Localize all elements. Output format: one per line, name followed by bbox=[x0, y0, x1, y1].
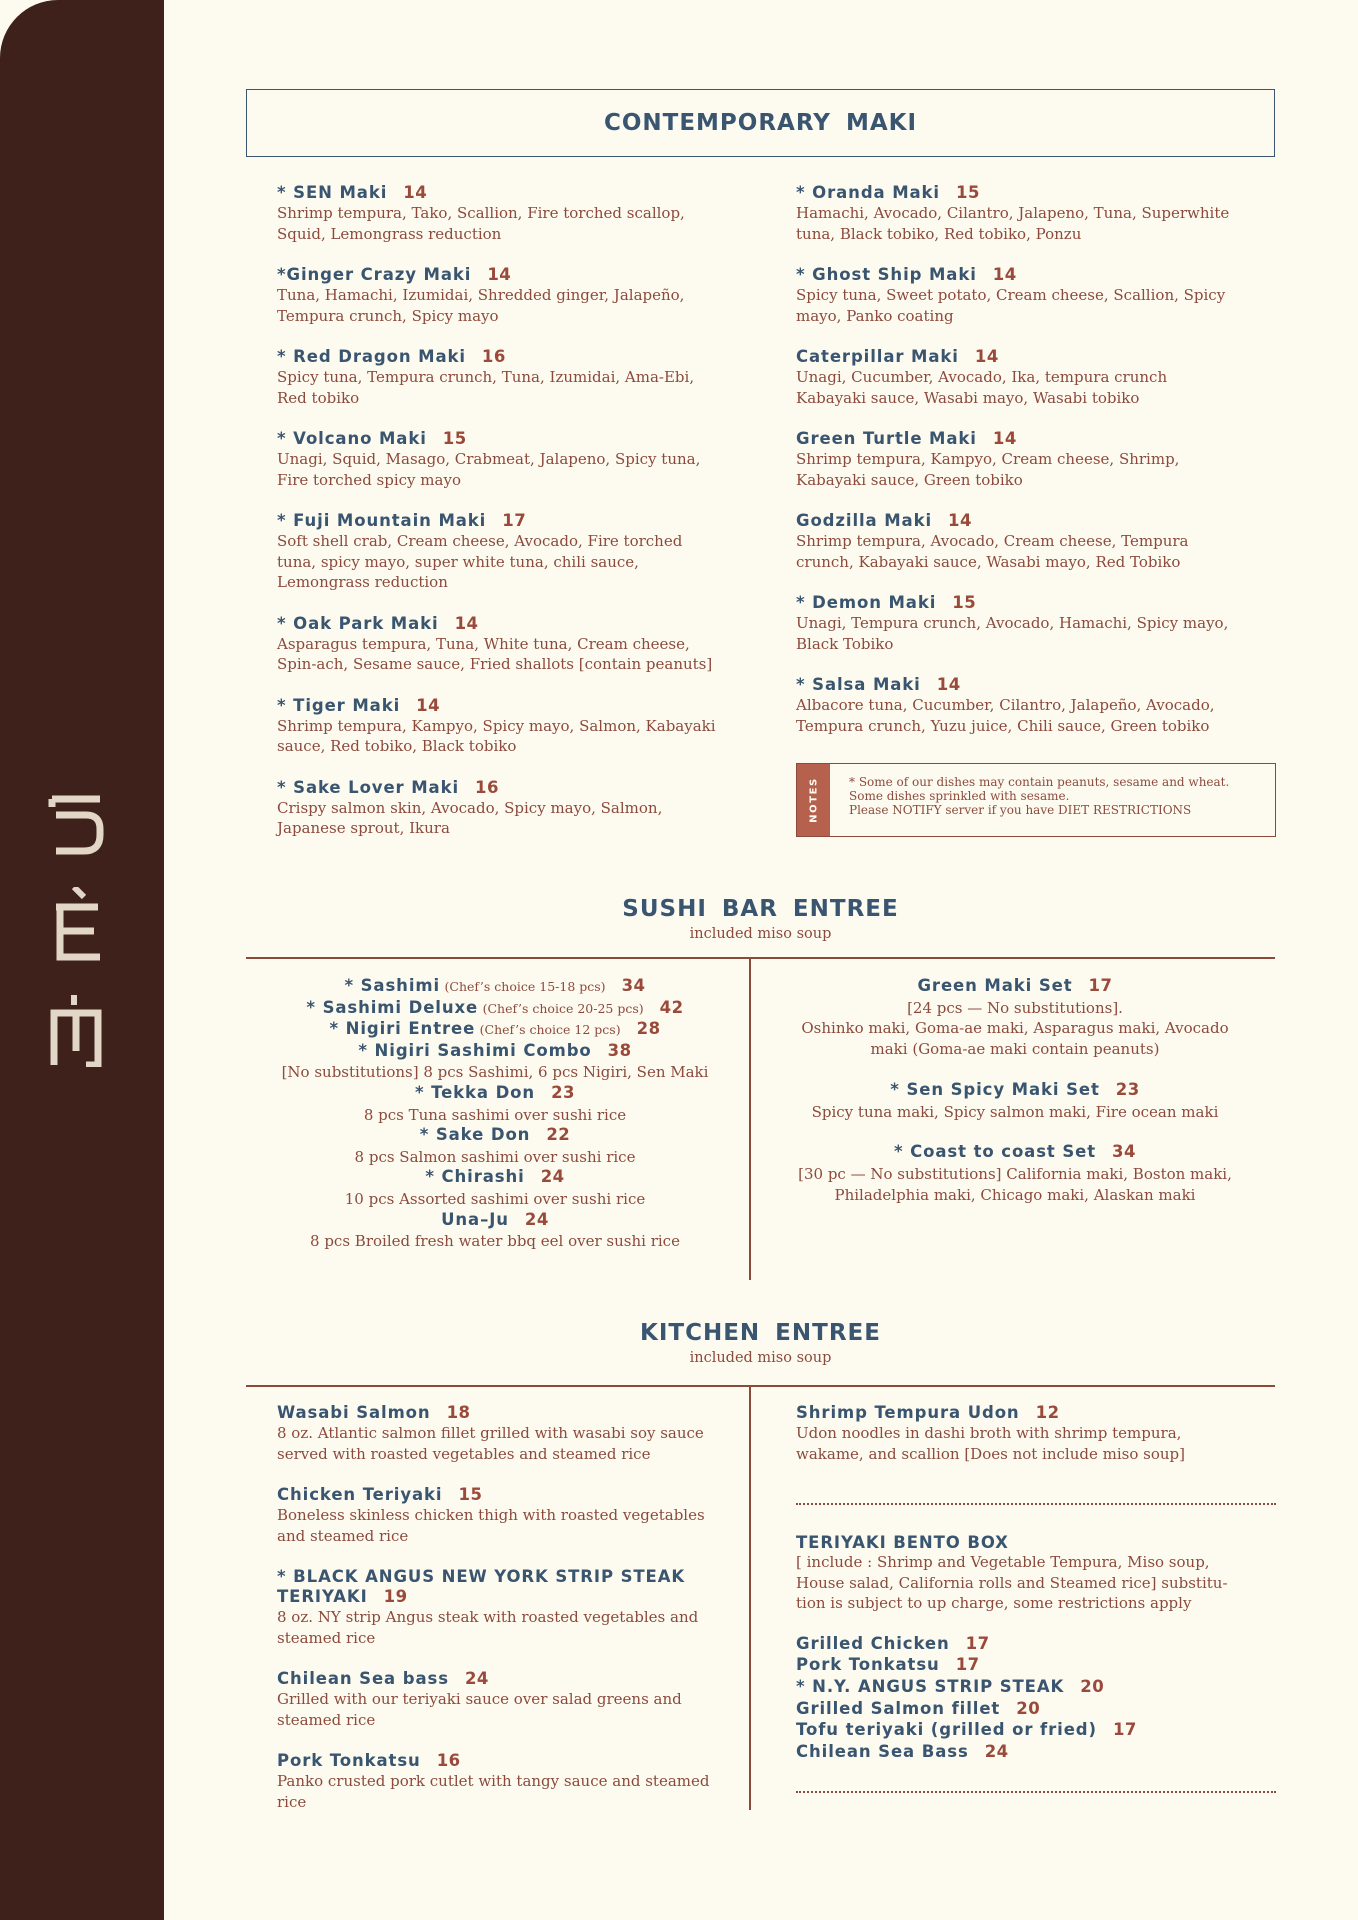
item-name: * Volcano Maki bbox=[277, 429, 427, 448]
item-name: Chilean Sea bass bbox=[277, 1669, 449, 1688]
item-price: 24 bbox=[464, 1669, 489, 1688]
menu-item bbox=[796, 1403, 1236, 1464]
item-description: 8 oz. Atlantic salmon fillet grilled with wasabi soy sauce served with roasted vegetables and steamed rice bbox=[277, 1424, 704, 1463]
item-name: * Fuji Mountain Maki bbox=[277, 511, 487, 530]
menu-item bbox=[796, 347, 1236, 408]
menu-item bbox=[770, 1080, 1260, 1122]
sushi-bar-left-column bbox=[250, 976, 740, 1252]
sushi-bar-header bbox=[246, 896, 1275, 942]
item-price: 22 bbox=[546, 1125, 571, 1145]
logo-glyph-s bbox=[48, 795, 104, 855]
kitchen-subtitle: included miso soup bbox=[689, 1350, 832, 1366]
menu-item bbox=[796, 511, 1236, 572]
item-description: Panko crusted pork cutlet with tangy sauce and steamed rice bbox=[277, 1772, 710, 1811]
contemporary-right-column bbox=[796, 183, 1236, 757]
menu-item bbox=[277, 614, 717, 675]
item-name: * Ghost Ship Maki bbox=[796, 265, 977, 284]
item-name: * Demon Maki bbox=[796, 593, 937, 612]
menu-item bbox=[770, 1142, 1260, 1205]
list-item bbox=[796, 1742, 1236, 1764]
contemporary-maki-header bbox=[246, 89, 1275, 157]
item-price: 14 bbox=[992, 265, 1017, 284]
item-name: Godzilla Maki bbox=[796, 511, 933, 530]
kitchen-header bbox=[246, 1320, 1275, 1366]
item-price: 23 bbox=[1115, 1079, 1140, 1099]
list-item bbox=[796, 1655, 1236, 1677]
item-description: Boneless skinless chicken thigh with roasted vegetables and steamed rice bbox=[277, 1506, 705, 1545]
dotted-divider bbox=[796, 1503, 1276, 1505]
notes-line: * Some of our dishes may contain peanuts, sesame and wheat. bbox=[849, 775, 1230, 789]
notes-line: Some dishes sprinkled with sesame. bbox=[849, 789, 1070, 803]
item-description: Spicy tuna maki, Spicy salmon maki, Fire ocean maki bbox=[811, 1102, 1219, 1121]
item-price: 14 bbox=[403, 183, 428, 202]
item-price: 15 bbox=[442, 429, 467, 448]
item-description: Shrimp tempura, Kampyo, Cream cheese, Shrimp, Kabayaki sauce, Green tobiko bbox=[796, 450, 1180, 489]
item-description: [30 pc — No substitutions] California maki, Boston maki, bbox=[798, 1164, 1232, 1183]
contemporary-left-column bbox=[277, 183, 717, 860]
menu-item bbox=[796, 265, 1236, 326]
item-name: Green Maki Set bbox=[917, 976, 1073, 995]
item-price: 14 bbox=[974, 347, 999, 366]
item-price: 23 bbox=[551, 1082, 576, 1102]
item-description: 10 pcs Assorted sashimi over sushi rice bbox=[344, 1189, 646, 1208]
menu-item bbox=[250, 1125, 740, 1147]
item-description: Hamachi, Avocado, Cilantro, Jalapeno, Tuna, Superwhite tuna, Black tobiko, Red tobiko, Ponzu bbox=[796, 204, 1230, 243]
kitchen-left-column bbox=[277, 1403, 717, 1833]
item-price: 17 bbox=[965, 1633, 990, 1653]
menu-item bbox=[277, 696, 717, 757]
contemporary-maki-title: CONTEMPORARY MAKI bbox=[603, 110, 918, 136]
item-description: Grilled with our teriyaki sauce over salad greens and steamed rice bbox=[277, 1690, 682, 1729]
item-price: 16 bbox=[481, 347, 506, 366]
list-item bbox=[796, 1699, 1236, 1721]
item-price: 14 bbox=[992, 429, 1017, 448]
item-description: 8 pcs Tuna sashimi over sushi rice bbox=[363, 1105, 627, 1124]
menu-item bbox=[277, 429, 717, 490]
item-price: 38 bbox=[607, 1040, 632, 1060]
item-price: 34 bbox=[621, 976, 646, 995]
sushi-bar-right-column bbox=[770, 976, 1260, 1205]
item-price: 14 bbox=[948, 511, 972, 530]
menu-item bbox=[250, 1210, 740, 1232]
item-description: Philadelphia maki, Chicago maki, Alaskan maki bbox=[834, 1185, 1196, 1204]
item-name: Pork Tonkatsu bbox=[796, 1655, 940, 1675]
item-name: * Sen Spicy Maki Set bbox=[890, 1079, 1100, 1099]
item-description: [No substitutions] 8 pcs Sashimi, 6 pcs Nigiri, Sen Maki bbox=[281, 1063, 709, 1082]
menu-item bbox=[250, 1083, 740, 1105]
column-divider bbox=[749, 1386, 751, 1810]
item-price: 12 bbox=[1035, 1403, 1060, 1422]
bento-description: [ include : Shrimp and Vegetable Tempura, Miso soup, House salad, California rolls and Steamed rice] substitu-tion is subject to up charge, some restrictions apply bbox=[796, 1553, 1228, 1612]
menu-item bbox=[277, 183, 717, 244]
item-name: Shrimp Tempura Udon bbox=[796, 1403, 1020, 1422]
item-name: Pork Tonkatsu bbox=[277, 1751, 421, 1770]
notes-line: Please NOTIFY server if you have DIET RESTRICTIONS bbox=[849, 803, 1192, 817]
item-note: (Chef’s choice 20-25 pcs) bbox=[482, 1000, 644, 1016]
menu-item bbox=[796, 593, 1236, 654]
item-description: Unagi, Cucumber, Avocado, Ika, tempura crunch Kabayaki sauce, Wasabi mayo, Wasabi tobiko bbox=[796, 368, 1168, 407]
item-description: Albacore tuna, Cucumber, Cilantro, Jalapeño, Avocado, Tempura crunch, Yuzu juice, Chili sauce, Green tobiko bbox=[796, 696, 1215, 735]
sen-logo bbox=[48, 795, 118, 1099]
menu-item bbox=[277, 1669, 717, 1730]
item-price: 14 bbox=[936, 675, 961, 694]
item-price: 17 bbox=[1088, 976, 1113, 995]
sushi-bar-subtitle: included miso soup bbox=[689, 926, 832, 942]
item-name: * Salsa Maki bbox=[796, 675, 921, 694]
dotted-divider bbox=[796, 1791, 1276, 1793]
menu-item bbox=[796, 183, 1236, 244]
menu-item bbox=[277, 778, 717, 839]
item-name: * Oak Park Maki bbox=[277, 613, 439, 633]
item-name: * Coast to coast Set bbox=[893, 1142, 1097, 1162]
item-description: Unagi, Tempura crunch, Avocado, Hamachi, Spicy mayo, Black Tobiko bbox=[796, 614, 1229, 653]
menu-item bbox=[277, 1403, 717, 1464]
item-name: * Nigiri Sashimi Combo bbox=[358, 1040, 592, 1060]
item-description: [24 pcs — No substitutions]. bbox=[907, 998, 1123, 1017]
item-name: * Sake Don bbox=[419, 1125, 531, 1145]
notes-text bbox=[849, 775, 1229, 817]
sushi-bar-title: SUSHI BAR ENTREE bbox=[622, 896, 899, 922]
item-price: 18 bbox=[446, 1403, 471, 1422]
item-price: 20 bbox=[1016, 1698, 1041, 1718]
item-description: Shrimp tempura, Avocado, Cream cheese, Tempura crunch, Kabayaki sauce, Wasabi mayo, Red Tobiko bbox=[796, 532, 1189, 571]
item-description: Shrimp tempura, Kampyo, Spicy mayo, Salmon, Kabayaki sauce, Red tobiko, Black tobiko bbox=[277, 716, 716, 755]
item-description: Oshinko maki, Goma-ae maki, Asparagus maki, Avocado bbox=[801, 1019, 1229, 1038]
item-price: 17 bbox=[1112, 1720, 1137, 1740]
item-note: (Chef’s choice 12 pcs) bbox=[479, 1022, 621, 1038]
allergy-notes-box bbox=[796, 763, 1276, 837]
item-name: * Chirashi bbox=[425, 1167, 525, 1187]
item-note: (Chef’s choice 15-18 pcs) bbox=[444, 979, 606, 994]
item-name: * Oranda Maki bbox=[796, 183, 940, 202]
menu-item bbox=[277, 347, 717, 408]
item-price: 14 bbox=[454, 613, 479, 633]
item-description: Spicy tuna, Tempura crunch, Tuna, Izumidai, Ama-Ebi, Red tobiko bbox=[277, 368, 695, 407]
item-price: 16 bbox=[436, 1751, 461, 1770]
item-name: * BLACK ANGUS NEW YORK STRIP STEAK TERIYAKI bbox=[277, 1567, 686, 1606]
item-name: * Nigiri Entree bbox=[329, 1019, 476, 1039]
menu-item bbox=[796, 429, 1236, 490]
item-name: Chicken Teriyaki bbox=[277, 1485, 443, 1504]
item-price: 28 bbox=[636, 1019, 661, 1039]
item-price: 14 bbox=[416, 695, 441, 715]
list-item bbox=[796, 1720, 1236, 1742]
item-description: Udon noodles in dashi broth with shrimp tempura, wakame, and scallion [Does not include miso soup] bbox=[796, 1424, 1185, 1463]
item-description: Asparagus tempura, Tuna, White tuna, Cream cheese, Spin-ach, Sesame sauce, Fried shallots [contain peanuts] bbox=[277, 634, 713, 673]
item-price: 15 bbox=[956, 183, 980, 202]
item-description: Soft shell crab, Cream cheese, Avocado, Fire torched tuna, spicy mayo, super white tuna, chili sauce, Lemongrass reduction bbox=[277, 532, 683, 591]
menu-item bbox=[250, 998, 740, 1020]
divider bbox=[246, 1385, 1275, 1387]
item-price: 14 bbox=[487, 265, 512, 284]
item-description: Shrimp tempura, Tako, Scallion, Fire torched scallop, Squid, Lemongrass reduction bbox=[277, 204, 685, 243]
item-price: 19 bbox=[383, 1587, 408, 1606]
item-price: 42 bbox=[659, 997, 684, 1017]
logo-glyph-e bbox=[48, 887, 104, 963]
item-name: Una–Ju bbox=[441, 1209, 509, 1229]
item-name: Caterpillar Maki bbox=[796, 347, 959, 366]
item-price: 15 bbox=[458, 1485, 483, 1504]
item-price: 24 bbox=[524, 1209, 549, 1229]
item-price: 34 bbox=[1112, 1142, 1136, 1162]
kitchen-right-column bbox=[796, 1403, 1236, 1464]
bento-list bbox=[796, 1634, 1236, 1764]
item-name: * Red Dragon Maki bbox=[277, 347, 466, 366]
menu-item bbox=[250, 1167, 740, 1189]
item-price: 24 bbox=[984, 1742, 1009, 1762]
item-name: * SEN Maki bbox=[277, 183, 388, 202]
item-price: 16 bbox=[475, 777, 499, 797]
menu-item bbox=[277, 265, 717, 326]
menu-item bbox=[250, 1019, 740, 1041]
item-description: Tuna, Hamachi, Izumidai, Shredded ginger, Jalapeño, Tempura crunch, Spicy mayo bbox=[277, 286, 685, 325]
menu-item bbox=[277, 1567, 717, 1648]
notes-tab-label: NOTES bbox=[808, 777, 819, 823]
sidebar bbox=[0, 0, 164, 1920]
item-name: * N.Y. ANGUS STRIP STEAK bbox=[796, 1676, 1065, 1696]
item-price: 17 bbox=[955, 1655, 980, 1675]
divider bbox=[246, 957, 1275, 959]
item-description: maki (Goma-ae maki contain peanuts) bbox=[870, 1040, 1160, 1059]
item-name: Tofu teriyaki (grilled or fried) bbox=[796, 1720, 1097, 1740]
bento-box bbox=[796, 1533, 1236, 1764]
notes-tab bbox=[797, 764, 830, 836]
bento-title: TERIYAKI BENTO BOX bbox=[796, 1533, 1009, 1552]
menu-item bbox=[250, 976, 740, 998]
item-description: 8 pcs Broiled fresh water bbq eel over sushi rice bbox=[310, 1232, 680, 1251]
item-name: Green Turtle Maki bbox=[796, 429, 977, 448]
item-name: Wasabi Salmon bbox=[277, 1403, 431, 1422]
logo-glyph-n bbox=[48, 995, 104, 1067]
item-name: Chilean Sea Bass bbox=[796, 1742, 969, 1762]
list-item bbox=[796, 1634, 1236, 1656]
menu-item bbox=[277, 511, 717, 593]
item-name: * Sashimi bbox=[344, 976, 441, 995]
item-name: Grilled Chicken bbox=[796, 1633, 950, 1653]
item-description: Unagi, Squid, Masago, Crabmeat, Jalapeno, Spicy tuna, Fire torched spicy mayo bbox=[277, 450, 701, 489]
item-description: 8 pcs Salmon sashimi over sushi rice bbox=[354, 1147, 636, 1166]
item-name: Grilled Salmon fillet bbox=[796, 1698, 1001, 1718]
list-item bbox=[796, 1677, 1236, 1699]
item-name: * Sake Lover Maki bbox=[277, 777, 460, 797]
kitchen-title: KITCHEN ENTREE bbox=[640, 1320, 881, 1346]
item-description: Spicy tuna, Sweet potato, Cream cheese, Scallion, Spicy mayo, Panko coating bbox=[796, 286, 1226, 325]
item-price: 24 bbox=[540, 1167, 565, 1187]
column-divider bbox=[749, 958, 751, 1280]
item-price: 15 bbox=[952, 593, 977, 612]
item-name: * Tekka Don bbox=[414, 1082, 536, 1102]
item-price: 20 bbox=[1080, 1676, 1105, 1696]
menu-item bbox=[796, 675, 1236, 736]
menu-item bbox=[277, 1485, 717, 1546]
menu-item bbox=[770, 976, 1260, 1060]
item-description: Crispy salmon skin, Avocado, Spicy mayo, Salmon, Japanese sprout, Ikura bbox=[277, 798, 663, 837]
item-name: * Sashimi Deluxe bbox=[306, 997, 479, 1017]
item-price: 17 bbox=[502, 511, 527, 530]
menu-item bbox=[250, 1041, 740, 1063]
item-description: 8 oz. NY strip Angus steak with roasted vegetables and steamed rice bbox=[277, 1608, 699, 1647]
item-name: *Ginger Crazy Maki bbox=[277, 265, 472, 284]
item-name: * Tiger Maki bbox=[277, 695, 401, 715]
menu-item bbox=[277, 1751, 717, 1812]
